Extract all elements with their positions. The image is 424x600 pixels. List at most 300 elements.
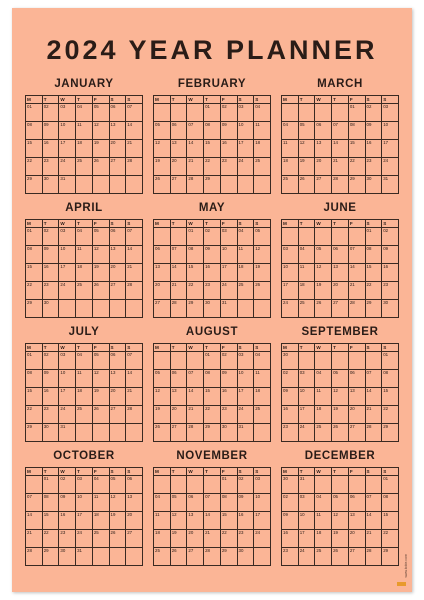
page-title: 2024 YEAR PLANNER bbox=[46, 35, 378, 65]
day-cell: 22 bbox=[220, 530, 237, 548]
day-cell: 05 bbox=[332, 494, 349, 512]
day-cell: 21 bbox=[126, 388, 143, 406]
day-cell: 08 bbox=[382, 370, 399, 388]
day-cell: 25 bbox=[92, 530, 109, 548]
day-cell bbox=[348, 476, 365, 494]
day-cell: 09 bbox=[42, 370, 59, 388]
weekday-header: S bbox=[254, 220, 271, 228]
weekday-header: M bbox=[26, 468, 43, 476]
weekday-header: S bbox=[126, 96, 143, 104]
day-cell: 27 bbox=[170, 176, 187, 194]
month-table bbox=[153, 343, 271, 442]
day-cell: 14 bbox=[126, 370, 143, 388]
day-cell: 12 bbox=[154, 388, 171, 406]
weekday-header: T bbox=[76, 96, 93, 104]
day-cell: 15 bbox=[204, 388, 221, 406]
day-cell: 14 bbox=[126, 246, 143, 264]
weekday-header: W bbox=[59, 468, 76, 476]
day-cell: 05 bbox=[315, 246, 332, 264]
day-cell: 27 bbox=[348, 424, 365, 442]
day-cell: 10 bbox=[220, 246, 237, 264]
day-cell: 07 bbox=[126, 352, 143, 370]
day-cell: 05 bbox=[254, 228, 271, 246]
day-cell: 16 bbox=[220, 388, 237, 406]
day-cell bbox=[298, 352, 315, 370]
weekday-header: T bbox=[298, 220, 315, 228]
day-cell: 31 bbox=[237, 424, 254, 442]
day-cell: 17 bbox=[76, 512, 93, 530]
weekday-header: M bbox=[282, 344, 299, 352]
day-cell: 22 bbox=[42, 530, 59, 548]
day-cell: 13 bbox=[315, 140, 332, 158]
day-cell: 12 bbox=[254, 246, 271, 264]
day-cell bbox=[237, 300, 254, 318]
month-name: JANUARY bbox=[54, 78, 114, 90]
day-cell: 15 bbox=[365, 264, 382, 282]
weekday-header: S bbox=[126, 344, 143, 352]
day-cell: 20 bbox=[315, 158, 332, 176]
day-cell: 01 bbox=[348, 104, 365, 122]
day-cell: 12 bbox=[332, 388, 349, 406]
day-cell: 14 bbox=[365, 388, 382, 406]
day-cell bbox=[315, 228, 332, 246]
weekday-header: S bbox=[254, 344, 271, 352]
day-cell: 25 bbox=[237, 282, 254, 300]
day-cell: 02 bbox=[365, 104, 382, 122]
day-cell: 23 bbox=[42, 158, 59, 176]
day-cell bbox=[154, 104, 171, 122]
day-cell: 20 bbox=[332, 282, 349, 300]
weekday-header: M bbox=[282, 468, 299, 476]
day-cell bbox=[170, 352, 187, 370]
day-cell: 26 bbox=[92, 406, 109, 424]
day-cell bbox=[109, 548, 126, 566]
day-cell: 31 bbox=[298, 476, 315, 494]
day-cell bbox=[170, 228, 187, 246]
day-cell: 28 bbox=[170, 300, 187, 318]
day-cell: 22 bbox=[187, 282, 204, 300]
day-cell: 12 bbox=[298, 140, 315, 158]
day-cell: 04 bbox=[237, 228, 254, 246]
day-cell: 17 bbox=[282, 282, 299, 300]
day-cell: 31 bbox=[76, 548, 93, 566]
day-cell: 23 bbox=[220, 406, 237, 424]
day-cell: 15 bbox=[26, 140, 43, 158]
day-cell: 18 bbox=[254, 140, 271, 158]
month-table bbox=[153, 467, 271, 566]
day-cell: 04 bbox=[282, 122, 299, 140]
day-cell: 13 bbox=[109, 246, 126, 264]
day-cell: 15 bbox=[348, 140, 365, 158]
month-february bbox=[153, 76, 271, 194]
day-cell: 05 bbox=[332, 370, 349, 388]
day-cell: 23 bbox=[42, 282, 59, 300]
day-cell: 05 bbox=[170, 494, 187, 512]
month-name: JUNE bbox=[323, 202, 357, 214]
day-cell: 11 bbox=[254, 370, 271, 388]
day-cell bbox=[126, 300, 143, 318]
month-name: MARCH bbox=[317, 78, 363, 90]
weekday-header: W bbox=[315, 96, 332, 104]
day-cell: 11 bbox=[76, 370, 93, 388]
day-cell: 17 bbox=[382, 140, 399, 158]
day-cell: 25 bbox=[76, 406, 93, 424]
weekday-header: T bbox=[170, 468, 187, 476]
weekday-header: T bbox=[76, 344, 93, 352]
weekday-header: S bbox=[109, 344, 126, 352]
day-cell: 15 bbox=[26, 388, 43, 406]
day-cell: 01 bbox=[204, 352, 221, 370]
day-cell: 21 bbox=[26, 530, 43, 548]
day-cell bbox=[109, 300, 126, 318]
day-cell: 16 bbox=[59, 512, 76, 530]
weekday-header: T bbox=[204, 220, 221, 228]
day-cell: 25 bbox=[282, 176, 299, 194]
day-cell: 02 bbox=[59, 476, 76, 494]
weekday-header: F bbox=[220, 468, 237, 476]
day-cell: 08 bbox=[220, 494, 237, 512]
day-cell bbox=[92, 176, 109, 194]
weekday-header: S bbox=[237, 468, 254, 476]
day-cell: 20 bbox=[109, 140, 126, 158]
day-cell bbox=[298, 104, 315, 122]
weekday-header: T bbox=[170, 96, 187, 104]
day-cell: 13 bbox=[109, 122, 126, 140]
day-cell: 09 bbox=[382, 246, 399, 264]
month-november bbox=[153, 448, 271, 566]
day-cell bbox=[282, 228, 299, 246]
day-cell: 21 bbox=[332, 158, 349, 176]
day-cell: 06 bbox=[109, 104, 126, 122]
day-cell bbox=[298, 228, 315, 246]
day-cell: 26 bbox=[170, 548, 187, 566]
day-cell: 06 bbox=[154, 246, 171, 264]
day-cell: 04 bbox=[315, 494, 332, 512]
day-cell: 30 bbox=[282, 352, 299, 370]
day-cell: 24 bbox=[382, 158, 399, 176]
day-cell: 25 bbox=[76, 158, 93, 176]
day-cell: 30 bbox=[42, 424, 59, 442]
day-cell: 29 bbox=[220, 548, 237, 566]
day-cell: 04 bbox=[298, 246, 315, 264]
day-cell: 16 bbox=[42, 388, 59, 406]
day-cell: 06 bbox=[170, 370, 187, 388]
day-cell: 08 bbox=[382, 494, 399, 512]
day-cell: 31 bbox=[59, 424, 76, 442]
day-cell: 10 bbox=[254, 494, 271, 512]
day-cell bbox=[315, 476, 332, 494]
day-cell: 23 bbox=[220, 158, 237, 176]
weekday-header: W bbox=[59, 96, 76, 104]
weekday-header: S bbox=[365, 96, 382, 104]
day-cell: 19 bbox=[315, 282, 332, 300]
day-cell: 16 bbox=[282, 530, 299, 548]
day-cell: 14 bbox=[187, 388, 204, 406]
day-cell: 08 bbox=[348, 122, 365, 140]
day-cell: 29 bbox=[187, 300, 204, 318]
day-cell: 04 bbox=[76, 104, 93, 122]
month-september bbox=[281, 324, 399, 442]
day-cell: 22 bbox=[382, 406, 399, 424]
day-cell bbox=[170, 104, 187, 122]
day-cell: 04 bbox=[76, 352, 93, 370]
planner-sheet bbox=[12, 8, 412, 592]
month-table bbox=[281, 467, 399, 566]
day-cell: 21 bbox=[204, 530, 221, 548]
day-cell: 10 bbox=[237, 122, 254, 140]
day-cell: 09 bbox=[42, 246, 59, 264]
day-cell: 29 bbox=[26, 424, 43, 442]
day-cell bbox=[332, 476, 349, 494]
weekday-header: F bbox=[348, 96, 365, 104]
day-cell: 30 bbox=[237, 548, 254, 566]
day-cell: 28 bbox=[126, 282, 143, 300]
day-cell: 08 bbox=[204, 122, 221, 140]
day-cell: 29 bbox=[382, 548, 399, 566]
day-cell: 22 bbox=[204, 406, 221, 424]
day-cell bbox=[76, 176, 93, 194]
day-cell: 09 bbox=[237, 494, 254, 512]
day-cell: 07 bbox=[365, 494, 382, 512]
day-cell bbox=[170, 476, 187, 494]
day-cell: 28 bbox=[126, 406, 143, 424]
day-cell bbox=[92, 300, 109, 318]
month-october bbox=[25, 448, 143, 566]
month-name: FEBRUARY bbox=[177, 78, 247, 90]
day-cell: 27 bbox=[332, 300, 349, 318]
day-cell: 12 bbox=[315, 264, 332, 282]
day-cell: 09 bbox=[59, 494, 76, 512]
weekday-header: F bbox=[348, 220, 365, 228]
weekday-header: S bbox=[382, 344, 399, 352]
day-cell bbox=[348, 352, 365, 370]
day-cell: 30 bbox=[365, 176, 382, 194]
day-cell: 12 bbox=[332, 512, 349, 530]
day-cell: 17 bbox=[59, 264, 76, 282]
day-cell: 19 bbox=[254, 264, 271, 282]
day-cell: 27 bbox=[109, 406, 126, 424]
weekday-header: T bbox=[204, 468, 221, 476]
day-cell: 07 bbox=[26, 494, 43, 512]
weekday-header: T bbox=[332, 468, 349, 476]
weekday-header: T bbox=[76, 468, 93, 476]
day-cell bbox=[315, 352, 332, 370]
day-cell: 20 bbox=[109, 388, 126, 406]
day-cell: 24 bbox=[59, 158, 76, 176]
day-cell: 21 bbox=[187, 406, 204, 424]
day-cell: 26 bbox=[92, 282, 109, 300]
day-cell: 28 bbox=[126, 158, 143, 176]
day-cell: 23 bbox=[282, 548, 299, 566]
day-cell: 27 bbox=[154, 300, 171, 318]
day-cell: 01 bbox=[42, 476, 59, 494]
weekday-header: W bbox=[315, 344, 332, 352]
day-cell bbox=[187, 104, 204, 122]
day-cell: 03 bbox=[282, 246, 299, 264]
day-cell: 14 bbox=[170, 264, 187, 282]
day-cell: 02 bbox=[220, 104, 237, 122]
day-cell: 19 bbox=[109, 512, 126, 530]
weekday-header: F bbox=[220, 220, 237, 228]
day-cell: 09 bbox=[282, 512, 299, 530]
day-cell: 05 bbox=[109, 476, 126, 494]
day-cell: 10 bbox=[59, 122, 76, 140]
day-cell: 19 bbox=[170, 530, 187, 548]
day-cell: 06 bbox=[348, 494, 365, 512]
day-cell: 13 bbox=[170, 388, 187, 406]
day-cell: 20 bbox=[154, 282, 171, 300]
day-cell: 02 bbox=[42, 104, 59, 122]
day-cell: 05 bbox=[154, 122, 171, 140]
month-april bbox=[25, 200, 143, 318]
day-cell: 28 bbox=[204, 548, 221, 566]
weekday-header: W bbox=[315, 468, 332, 476]
day-cell bbox=[109, 176, 126, 194]
day-cell: 17 bbox=[237, 140, 254, 158]
day-cell: 13 bbox=[154, 264, 171, 282]
day-cell: 11 bbox=[154, 512, 171, 530]
day-cell: 21 bbox=[365, 530, 382, 548]
day-cell: 06 bbox=[187, 494, 204, 512]
day-cell: 12 bbox=[109, 494, 126, 512]
weekday-header: S bbox=[109, 96, 126, 104]
day-cell: 05 bbox=[92, 228, 109, 246]
day-cell bbox=[92, 424, 109, 442]
day-cell: 06 bbox=[348, 370, 365, 388]
day-cell: 27 bbox=[109, 158, 126, 176]
day-cell: 08 bbox=[26, 122, 43, 140]
day-cell: 24 bbox=[59, 282, 76, 300]
day-cell bbox=[92, 548, 109, 566]
day-cell: 04 bbox=[254, 104, 271, 122]
weekday-header: T bbox=[204, 96, 221, 104]
day-cell: 25 bbox=[298, 300, 315, 318]
day-cell: 06 bbox=[315, 122, 332, 140]
weekday-header: S bbox=[382, 220, 399, 228]
month-table bbox=[153, 95, 271, 194]
day-cell: 10 bbox=[298, 388, 315, 406]
month-december bbox=[281, 448, 399, 566]
day-cell: 19 bbox=[298, 158, 315, 176]
day-cell: 26 bbox=[154, 424, 171, 442]
day-cell: 10 bbox=[282, 264, 299, 282]
month-july bbox=[25, 324, 143, 442]
day-cell: 28 bbox=[187, 424, 204, 442]
day-cell: 22 bbox=[26, 158, 43, 176]
month-name: OCTOBER bbox=[53, 450, 115, 462]
weekday-header: S bbox=[254, 96, 271, 104]
day-cell bbox=[254, 300, 271, 318]
day-cell: 22 bbox=[26, 282, 43, 300]
day-cell: 04 bbox=[76, 228, 93, 246]
day-cell: 24 bbox=[76, 530, 93, 548]
day-cell: 29 bbox=[204, 424, 221, 442]
day-cell: 05 bbox=[154, 370, 171, 388]
weekday-header: T bbox=[76, 220, 93, 228]
day-cell bbox=[254, 424, 271, 442]
day-cell: 02 bbox=[282, 370, 299, 388]
month-name: AUGUST bbox=[185, 326, 239, 338]
day-cell bbox=[365, 352, 382, 370]
day-cell: 10 bbox=[76, 494, 93, 512]
day-cell: 16 bbox=[42, 140, 59, 158]
weekday-header: S bbox=[254, 468, 271, 476]
day-cell: 04 bbox=[315, 370, 332, 388]
weekday-header: T bbox=[298, 468, 315, 476]
day-cell: 09 bbox=[365, 122, 382, 140]
day-cell: 02 bbox=[42, 352, 59, 370]
day-cell: 24 bbox=[298, 424, 315, 442]
month-name: MAY bbox=[198, 202, 226, 214]
day-cell: 15 bbox=[382, 388, 399, 406]
weekday-header: S bbox=[365, 468, 382, 476]
day-cell: 22 bbox=[26, 406, 43, 424]
day-cell: 03 bbox=[254, 476, 271, 494]
month-august bbox=[153, 324, 271, 442]
weekday-header: F bbox=[220, 96, 237, 104]
day-cell: 01 bbox=[187, 228, 204, 246]
day-cell: 19 bbox=[332, 530, 349, 548]
day-cell bbox=[154, 228, 171, 246]
day-cell bbox=[254, 548, 271, 566]
day-cell: 17 bbox=[59, 140, 76, 158]
day-cell bbox=[220, 176, 237, 194]
day-cell: 15 bbox=[220, 512, 237, 530]
day-cell: 19 bbox=[154, 158, 171, 176]
day-cell: 16 bbox=[42, 264, 59, 282]
day-cell: 24 bbox=[59, 406, 76, 424]
day-cell: 28 bbox=[348, 300, 365, 318]
day-cell: 10 bbox=[237, 370, 254, 388]
day-cell: 06 bbox=[126, 476, 143, 494]
day-cell: 28 bbox=[332, 176, 349, 194]
day-cell: 01 bbox=[26, 228, 43, 246]
weekday-header: T bbox=[42, 468, 59, 476]
weekday-header: S bbox=[237, 96, 254, 104]
day-cell: 20 bbox=[187, 530, 204, 548]
month-january bbox=[25, 76, 143, 194]
day-cell: 14 bbox=[348, 264, 365, 282]
weekday-header: S bbox=[365, 344, 382, 352]
day-cell: 14 bbox=[204, 512, 221, 530]
day-cell: 06 bbox=[170, 122, 187, 140]
weekday-header: T bbox=[298, 96, 315, 104]
day-cell: 29 bbox=[26, 300, 43, 318]
day-cell: 17 bbox=[59, 388, 76, 406]
day-cell: 22 bbox=[204, 158, 221, 176]
day-cell: 08 bbox=[204, 370, 221, 388]
day-cell: 16 bbox=[220, 140, 237, 158]
day-cell: 16 bbox=[282, 406, 299, 424]
weekday-header: T bbox=[298, 344, 315, 352]
day-cell: 18 bbox=[76, 388, 93, 406]
day-cell: 11 bbox=[92, 494, 109, 512]
month-table bbox=[281, 343, 399, 442]
day-cell: 20 bbox=[109, 264, 126, 282]
weekday-header: F bbox=[348, 468, 365, 476]
day-cell: 15 bbox=[42, 512, 59, 530]
day-cell: 16 bbox=[204, 264, 221, 282]
weekday-header: S bbox=[126, 220, 143, 228]
weekday-header: F bbox=[92, 220, 109, 228]
day-cell: 02 bbox=[204, 228, 221, 246]
day-cell bbox=[282, 104, 299, 122]
brand-logo-mark bbox=[397, 582, 406, 586]
weekday-header: T bbox=[204, 344, 221, 352]
day-cell bbox=[126, 176, 143, 194]
day-cell: 24 bbox=[220, 282, 237, 300]
day-cell: 31 bbox=[382, 176, 399, 194]
